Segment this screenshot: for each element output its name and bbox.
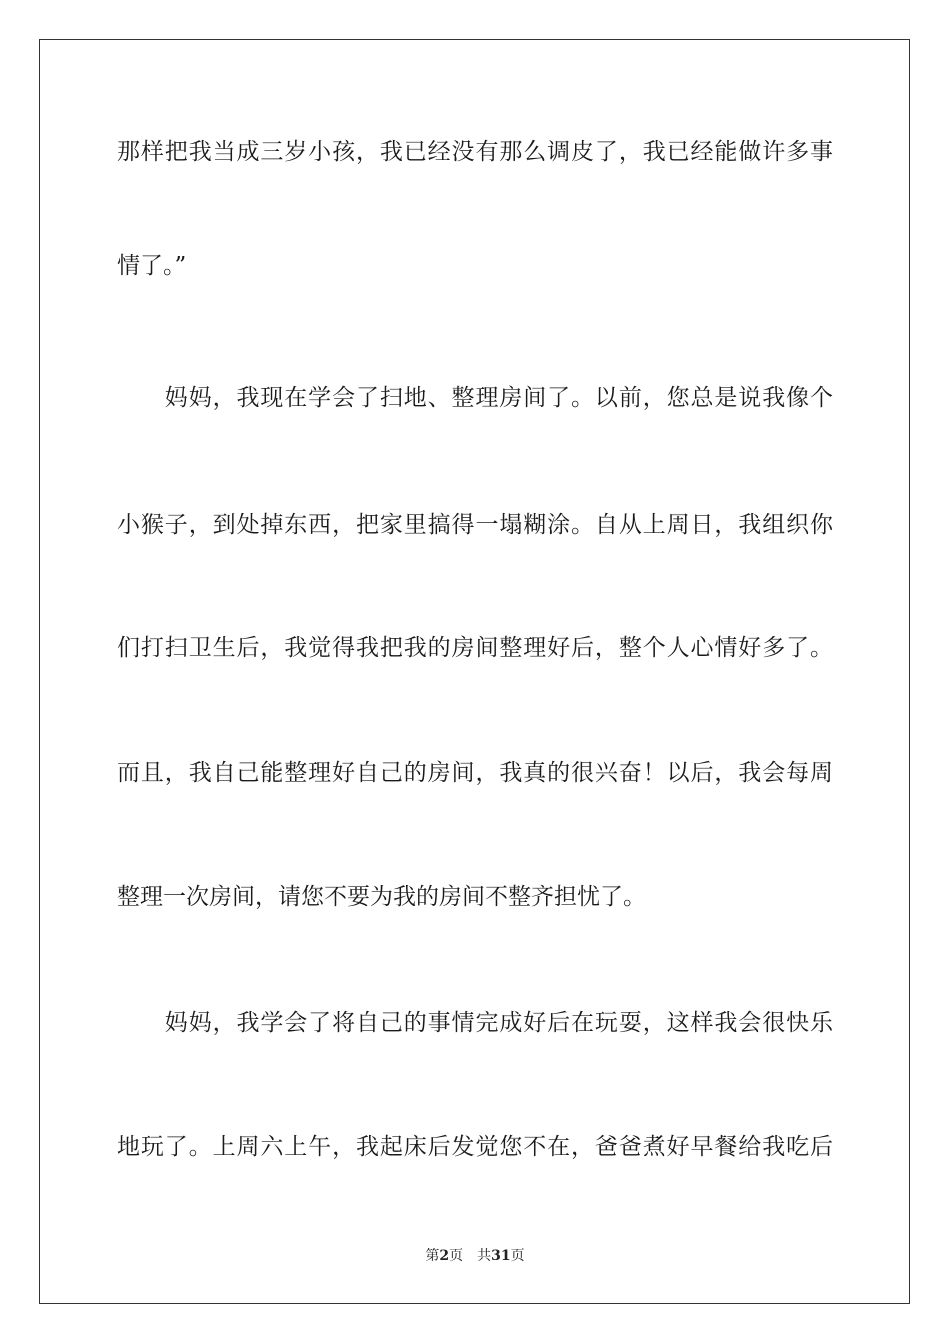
body-line-4: 小猴子，到处掉东西，把家里搞得一塌糊涂。自从上周日，我组织你 bbox=[117, 512, 833, 538]
footer-page-prefix: 第 bbox=[425, 1248, 440, 1264]
body-line-8: 妈妈，我学会了将自己的事情完成好后在玩耍，这样我会很快乐 bbox=[117, 1010, 833, 1036]
body-line-6: 而且，我自己能整理好自己的房间，我真的很兴奋！以后，我会每周 bbox=[117, 760, 833, 786]
body-line-9: 地玩了。上周六上午，我起床后发觉您不在，爸爸煮好早餐给我吃后 bbox=[117, 1134, 833, 1160]
body-line-7: 整理一次房间，请您不要为我的房间不整齐担忧了。 bbox=[117, 884, 646, 910]
body-line-1: 那样把我当成三岁小孩，我已经没有那么调皮了，我已经能做许多事 bbox=[117, 139, 833, 165]
page-border bbox=[39, 39, 910, 1304]
body-line-5: 们打扫卫生后，我觉得我把我的房间整理好后，整个人心情好多了。 bbox=[117, 635, 833, 661]
body-line-2: 情了。” bbox=[117, 253, 187, 279]
footer-total-prefix: 共 bbox=[477, 1248, 492, 1264]
page-footer bbox=[0, 1247, 950, 1265]
footer-page-number: 2 bbox=[439, 1248, 450, 1264]
footer-total-suffix: 页 bbox=[510, 1248, 525, 1264]
footer-total-number: 31 bbox=[491, 1248, 511, 1264]
footer-page-suffix: 页 bbox=[449, 1248, 464, 1264]
body-line-3: 妈妈，我现在学会了扫地、整理房间了。以前，您总是说我像个 bbox=[117, 385, 833, 411]
